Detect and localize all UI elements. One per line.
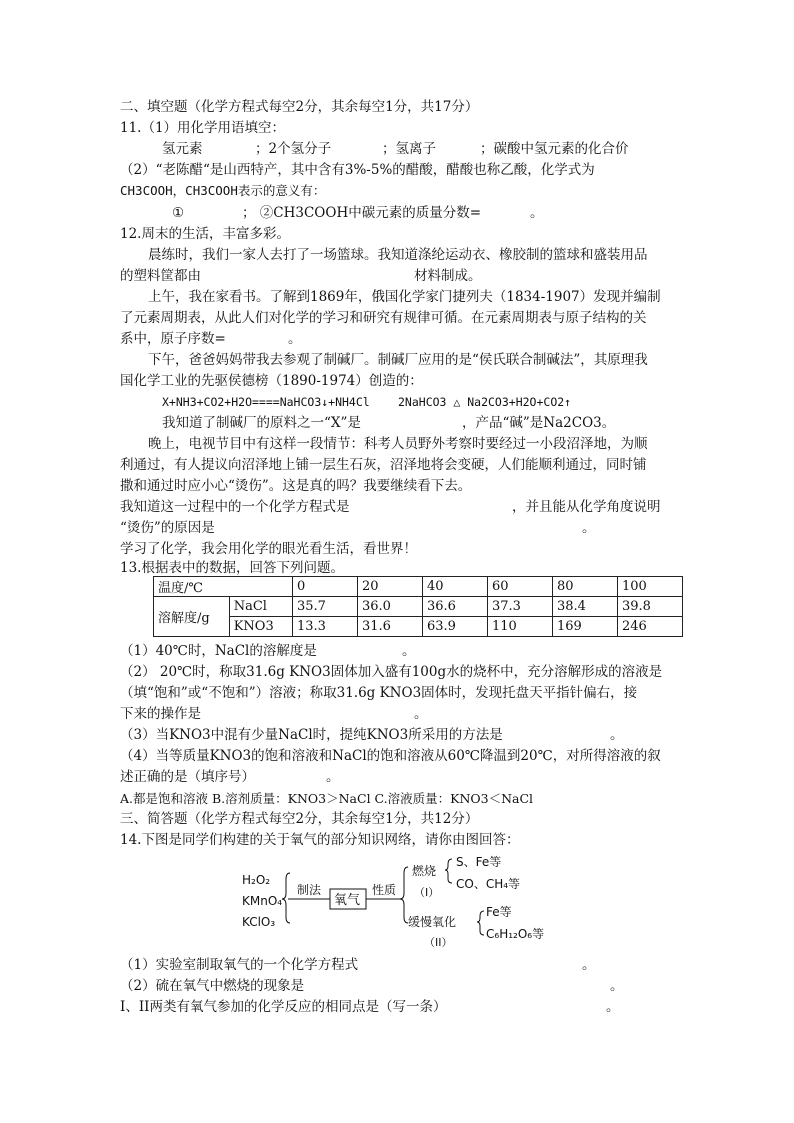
table-cell: NaCl: [229, 597, 292, 617]
slow-oxidation-brace: [477, 911, 484, 935]
combustion-brace: [445, 859, 452, 883]
q13-4-line1: （4）当等质量KNO3的饱和溶液和NaCl的饱和溶液从60℃降温到20℃，对所得溶液的叙: [120, 748, 661, 764]
slow-oxidation-example-a: Fe等: [486, 905, 512, 919]
oxygen-knowledge-diagram: [236, 855, 566, 955]
table-cell: KNO3: [229, 617, 292, 637]
q13-2-line1: （2） 20℃时，称取31.6g KNO3固体加入盛有100g水的烧杯中，充分溶解形成的溶液是: [120, 664, 663, 680]
q12-p1-line2: 的塑料筐都由: [120, 268, 201, 284]
reagent-kclo3: KClO₃: [242, 915, 276, 929]
q12-p2-line3-end: 。: [288, 331, 302, 347]
table-cell: 35.7: [293, 597, 358, 617]
q13-4-line2: 述正确的是（填序号）: [120, 769, 255, 785]
table-cell: 169: [553, 617, 618, 637]
table-row: [154, 577, 683, 597]
q12-p3-line2: 国化学工业的先驱侯德榜（1890-1974）创造的：: [120, 373, 423, 389]
q12-p2-line3: 系中，原子序数=: [120, 331, 226, 347]
q11-fill-c: ；氢离子: [382, 141, 436, 157]
reagent-kmno4: KMnO₄: [242, 894, 283, 908]
table-cell: 13.3: [293, 617, 358, 637]
q12-p5-line1: 我知道这一过程中的一个化学方程式是: [120, 499, 350, 515]
q11-fill-a: 氢元素: [162, 141, 203, 157]
q13-2-line2: （填“饱和”或“不饱和”）溶液；称取31.6g KNO3固体时，发现托盘天平指针偏右，接: [120, 685, 638, 701]
q12-p1-line2-end: 材料制成。: [414, 268, 482, 284]
q13-title: 13.根据表中的数据，回答下列问题。: [120, 560, 344, 576]
table-cell: 0: [293, 577, 358, 597]
slow-oxidation-example-b: C₆H₁₂O₆等: [486, 927, 545, 941]
q12-p4-line3: 撒和通过时应小心“烫伤”。这是真的吗？我要继续看下去。: [120, 478, 472, 494]
q12-p3-line3-end: ，产品“碱”是Na2CO3。: [462, 415, 616, 431]
q12-p1-line1: 晨练时，我们一家人去打了一场篮球。我知道涤纶运动衣、橡胶制的篮球和盛装用品: [148, 247, 648, 263]
q12-p2-line2: 了元素周期表，从此人们对化学的学习和研究有规律可循。在元素周期表与原子结构的关: [120, 310, 647, 326]
combustion-example-a: S、Fe等: [456, 855, 502, 869]
q11-part2-item2: ； ②CH3COOH中碳元素的质量分数=: [242, 205, 482, 221]
q14-2-end: 。: [610, 978, 624, 994]
oxygen-label: 氧气: [334, 893, 361, 908]
q12-p5-line2: “烫伤”的原因是: [120, 520, 215, 536]
table-row: [154, 597, 683, 617]
table-cell: 60: [488, 577, 553, 597]
label-property: 性质: [372, 883, 397, 897]
section2-title: 二、填空题（化学方程式每空2分，其余每空1分，共17分）: [120, 99, 479, 115]
q14-3: I、II两类有氧气参加的化学反应的相同点是（写一条）: [120, 999, 447, 1015]
q13-2-line3-end: 。: [414, 706, 428, 722]
q14-1-end: 。: [582, 957, 596, 973]
q13-3-end: 。: [610, 727, 624, 743]
combustion-example-b: CO、CH₄等: [456, 877, 521, 891]
label-preparation: 制法: [297, 883, 322, 897]
q14-1: （1）实验室制取氧气的一个化学方程式: [120, 957, 359, 973]
temp-header: 温度/℃: [154, 577, 293, 597]
q12-p5-line2-end: 。: [582, 520, 596, 536]
table-row: [154, 617, 683, 637]
q13-3: （3）当KNO3中混有少量NaCl时，提纯KNO3所采用的方法是: [120, 727, 503, 743]
q13-4-line2-end: 。: [326, 769, 340, 785]
q11-part1: 11.（1）用化学用语填空：: [120, 120, 286, 136]
q14-title: 14.下图是同学们构建的关于氧气的部分知识网络，请你由图回答：: [120, 832, 520, 848]
table-cell: 100: [618, 577, 683, 597]
label-combustion: 燃烧: [412, 864, 437, 878]
table-cell: 36.0: [358, 597, 423, 617]
q12-p2-line1: 上午，我在家看书。了解到1869年，俄国化学家门捷列夫（1834-1907）发现并编制: [148, 289, 661, 305]
q12-p5-line1-end: ，并且能从化学角度说明: [512, 499, 661, 515]
solubility-header: 溶解度/g: [154, 597, 230, 637]
table-cell: 20: [358, 577, 423, 597]
q13-1-end: 。: [402, 643, 416, 659]
label-slow-oxidation: 缓慢氧化: [408, 915, 457, 929]
equation-2: 2NaHCO3 △ Na2CO3+H2O+CO2↑: [398, 395, 572, 409]
table-cell: 36.6: [423, 597, 488, 617]
label-type-1: （I）: [414, 886, 440, 899]
right-brace: [400, 867, 408, 923]
q12-title: 12.周末的生活，丰富多彩。: [120, 226, 290, 242]
reagent-h2o2: H₂O₂: [242, 873, 271, 887]
q11-part2-end: 。: [530, 205, 544, 221]
q11-part2-line2: CH3COOH，CH3COOH表示的意义有：: [120, 183, 326, 198]
q11-part2-item1: ①: [172, 205, 185, 221]
table-cell: 31.6: [358, 617, 423, 637]
q12-p3-line3: 我知道了制碱厂的原料之一“X”是: [162, 415, 361, 431]
q11-fill-d: ；碳酸中氢元素的化合价: [480, 141, 629, 157]
table-cell: 80: [553, 577, 618, 597]
table-cell: 40: [423, 577, 488, 597]
left-brace: [282, 873, 290, 923]
q14-2: （2）硫在氧气中燃烧的现象是: [120, 978, 305, 994]
equation-1: X+NH3+CO2+H2O====NaHCO3↓+NH4Cl: [162, 395, 370, 409]
table-cell: 110: [488, 617, 553, 637]
label-type-2: （II）: [424, 936, 453, 949]
table-cell: 37.3: [488, 597, 553, 617]
q13-2-line3: 下来的操作是: [120, 706, 201, 722]
q12-p3-line1: 下午，爸爸妈妈带我去参观了制碱厂。制碱厂应用的是“侯氏联合制碱法”，其原理我: [148, 352, 648, 368]
section3-title: 三、简答题（化学方程式每空2分，其余每空1分，共12分）: [120, 811, 479, 827]
table-cell: 63.9: [423, 617, 488, 637]
table-cell: 38.4: [553, 597, 618, 617]
q13-options: A.都是饱和溶液 B.溶剂质量：KNO3＞NaCl C.溶液质量：KNO3＜NaCl: [120, 791, 534, 806]
solubility-table: [153, 576, 683, 637]
q11-fill-b: ；2个氢分子: [255, 141, 332, 157]
q14-3-end: 。: [606, 999, 620, 1015]
q12-closing: 学习了化学，我会用化学的眼光看生活，看世界！: [120, 541, 417, 557]
q12-p4-line1: 晚上，电视节目中有这样一段情节：科考人员野外考察时要经过一小段沼泽地，为顺: [148, 436, 648, 452]
table-cell: 39.8: [618, 597, 683, 617]
table-cell: 246: [618, 617, 683, 637]
q13-1: （1）40℃时，NaCl的溶解度是: [120, 643, 317, 659]
q11-part2-line1: （2）“老陈醋“是山西特产，其中含有3%-5%的醋酸，醋酸也称乙酸，化学式为: [120, 162, 595, 178]
q12-p4-line2: 利通过，有人提议向沼泽地上铺一层生石灰，沼泽地将会变硬，人们能顺利通过，同时铺: [120, 457, 647, 473]
